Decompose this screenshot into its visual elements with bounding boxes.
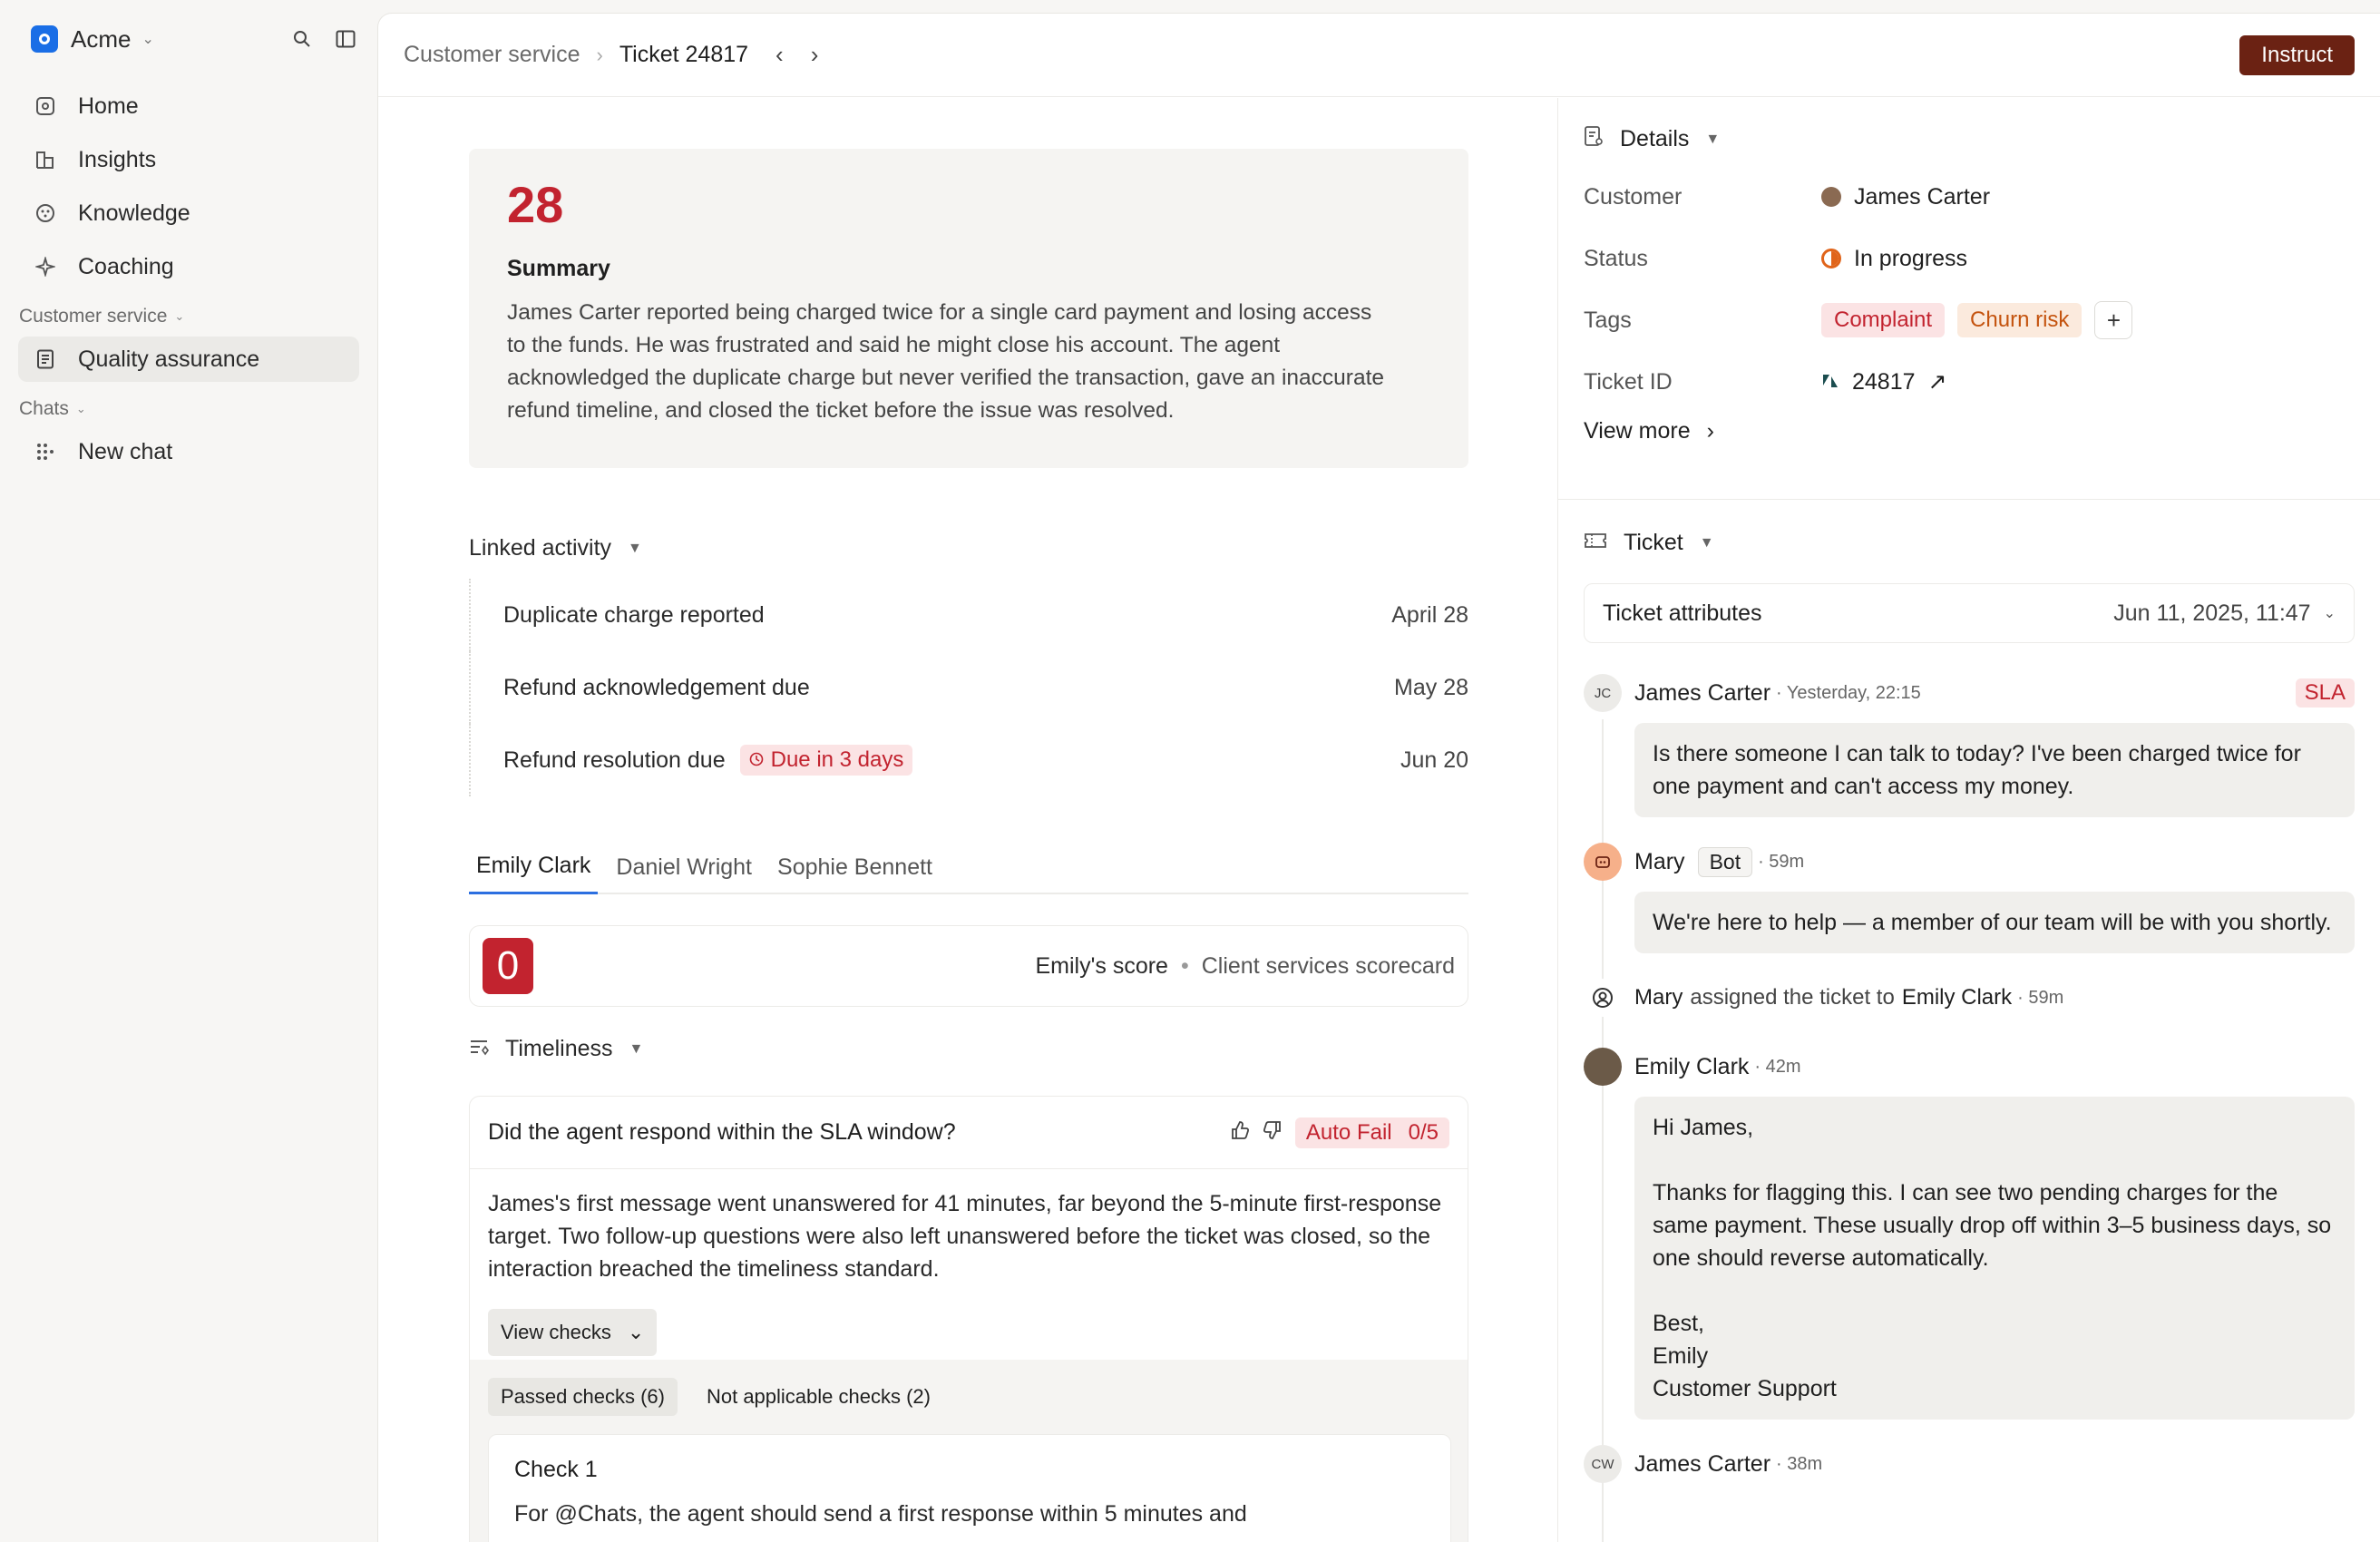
sidebar-item-label: Knowledge <box>78 200 190 226</box>
caret-down-icon: ▼ <box>628 540 642 556</box>
chevron-down-icon: ⌄ <box>174 309 185 323</box>
activity-label: Refund acknowledgement due <box>503 674 810 700</box>
document-icon <box>33 346 58 372</box>
ticket-attributes-label: Ticket attributes <box>1603 600 1762 626</box>
details-icon <box>1584 125 1604 153</box>
coaching-icon <box>33 254 58 279</box>
sidebar-item-label: Quality assurance <box>78 346 260 372</box>
caret-down-icon: ▼ <box>1705 131 1721 147</box>
sidebar-item-home[interactable] <box>18 83 359 129</box>
detail-row-ticket-id <box>1584 351 2355 413</box>
scorecard-name[interactable]: Client services scorecard <box>1201 952 1455 979</box>
activity-item[interactable] <box>469 724 1468 796</box>
linked-activity-title: Linked activity <box>469 535 612 561</box>
message-signoff: Best, <box>1653 1311 1704 1336</box>
caret-down-icon: ▼ <box>1699 534 1714 551</box>
instruct-button[interactable]: Instruct <box>2239 35 2355 75</box>
auto-fail-label: Auto Fail <box>1305 1119 1392 1145</box>
message-bubble: Is there someone I can talk to today? I've been charged twice for one payment and can't access my money. <box>1634 723 2355 817</box>
separator-dot-icon: • <box>1180 952 1189 979</box>
sidebar-item-coaching[interactable] <box>18 244 359 289</box>
breadcrumb-parent[interactable]: Customer service <box>404 42 580 67</box>
avatar <box>1584 1048 1622 1086</box>
detail-row-status <box>1584 228 2355 289</box>
activity-item[interactable] <box>469 651 1468 724</box>
message-author[interactable]: James Carter <box>1634 1450 1771 1477</box>
check-item <box>488 1434 1451 1542</box>
main-panel <box>377 13 2380 1542</box>
event-actor: Mary <box>1634 985 1683 1010</box>
criterion-body <box>470 1169 1468 1356</box>
sidebar-toggle-icon[interactable] <box>334 27 357 51</box>
thumbs-up-icon[interactable] <box>1230 1120 1250 1146</box>
section-chats[interactable] <box>18 398 359 420</box>
avatar: CW <box>1584 1445 1622 1483</box>
zendesk-icon <box>1821 369 1839 395</box>
sidebar-item-knowledge[interactable] <box>18 190 359 236</box>
detail-label: Ticket ID <box>1584 368 1673 395</box>
main-nav <box>18 83 359 474</box>
detail-label: Tags <box>1584 307 1632 333</box>
user-circle-icon <box>1584 979 1622 1017</box>
summary-score: 28 <box>507 176 564 233</box>
sidebar <box>0 0 377 1542</box>
check-text: For @Chats, the agent should send a first response within 5 minutes and <box>514 1501 1247 1527</box>
event-target: Emily Clark <box>1901 985 2013 1010</box>
bot-icon <box>1584 843 1622 881</box>
message-time: · 42m <box>1754 1056 1801 1077</box>
workspace-logo-icon <box>31 25 58 53</box>
message <box>1584 1048 2355 1420</box>
chevron-down-icon: ⌄ <box>627 1321 645 1343</box>
avatar: JC <box>1584 674 1622 712</box>
details-header[interactable] <box>1584 125 2355 153</box>
activity-date: Jun 20 <box>1400 747 1468 773</box>
score-meta <box>1036 953 1456 980</box>
assignment-event <box>1584 979 2355 1017</box>
sidebar-item-new-chat[interactable] <box>18 429 359 474</box>
message-time: · 59m <box>1758 851 1805 872</box>
customer-name[interactable]: James Carter <box>1854 183 1991 210</box>
tab-passed-checks[interactable]: Passed checks (6) <box>488 1378 678 1416</box>
message-signature-team: Customer Support <box>1653 1376 1837 1401</box>
sla-badge: SLA <box>2296 678 2355 708</box>
message-time: · Yesterday, 22:15 <box>1776 682 1921 703</box>
sidebar-item-label: Insights <box>78 146 157 172</box>
activity-date: April 28 <box>1391 601 1468 628</box>
workspace-switcher[interactable] <box>18 22 359 56</box>
section-customer-service[interactable] <box>18 306 359 327</box>
due-badge <box>740 745 913 776</box>
detail-row-customer <box>1584 166 2355 228</box>
details-section <box>1584 125 2355 444</box>
agent-tabs <box>469 840 1468 894</box>
criterion-points: 0/5 <box>1408 1119 1439 1145</box>
view-checks-label: View checks <box>501 1321 611 1343</box>
agent-score: 0 <box>483 938 533 994</box>
activity-label: Duplicate charge reported <box>503 601 765 628</box>
new-chat-icon <box>33 439 58 464</box>
ticket-icon <box>1584 530 1607 556</box>
detail-label: Status <box>1584 245 1648 271</box>
ticket-id-value[interactable]: 24817 <box>1852 368 1916 395</box>
check-tabs <box>488 1378 1451 1416</box>
message-author[interactable]: James Carter <box>1634 679 1771 706</box>
details-title: Details <box>1620 126 1690 151</box>
message <box>1584 843 2355 953</box>
event-time: · 59m <box>2017 987 2064 1008</box>
auto-fail-badge <box>1295 1117 1449 1148</box>
activity-date: May 28 <box>1394 674 1468 700</box>
workspace-name: Acme <box>71 24 132 53</box>
search-icon[interactable] <box>290 27 314 51</box>
message-greeting: Hi James, <box>1653 1115 1754 1140</box>
clock-icon <box>749 747 764 773</box>
ticket-title: Ticket <box>1624 530 1683 555</box>
ticket-attributes-dropdown[interactable] <box>1584 583 2355 643</box>
sidebar-item-insights[interactable] <box>18 137 359 182</box>
view-more-label: View more <box>1584 418 1691 444</box>
breadcrumb-separator-icon: › <box>596 43 603 66</box>
section-divider <box>1558 499 2380 500</box>
ticket-review-column <box>378 98 1557 1542</box>
criterion-question: Did the agent respond within the SLA window? <box>488 1119 956 1145</box>
linked-activity-header[interactable] <box>469 535 642 561</box>
summary-text: James Carter reported being charged twice for a single card payment and losing access to the funds. He was frustrated and said he might close his account. The agent acknowledged the duplicate charge but never verified the transaction, gave an inaccurate refund timeline, and closed the ticket before the issue was resolved. <box>507 300 1385 423</box>
criterion-card <box>469 1096 1468 1542</box>
ticket-section <box>1584 530 2355 643</box>
agent-score-card <box>469 925 1468 1007</box>
criterion-header <box>470 1097 1468 1169</box>
sidebar-item-label: Coaching <box>78 253 174 279</box>
sidebar-item-label: New chat <box>78 438 173 464</box>
sidebar-item-label: Home <box>78 93 139 119</box>
add-tag-button[interactable]: + <box>2094 301 2132 339</box>
caret-down-icon: ▼ <box>629 1040 644 1057</box>
tag-churn-risk[interactable]: Churn risk <box>1957 303 2082 337</box>
timeliness-header[interactable] <box>469 1036 643 1062</box>
tag-complaint[interactable]: Complaint <box>1821 303 1945 337</box>
criterion-explanation: James's first message went unanswered for 41 minutes, far beyond the 5-minute first-response target. Two follow-up questions were also left unanswered before the ticket was closed, so the interaction breached the timeliness standard. <box>488 1191 1442 1282</box>
tab-not-applicable-checks[interactable]: Not applicable checks (2) <box>706 1385 931 1408</box>
message-bubble: We're here to help — a member of our team will be with you shortly. <box>1634 892 2355 953</box>
status-value[interactable]: In progress <box>1854 245 1968 271</box>
external-link-icon[interactable]: ↗ <box>1927 369 1947 395</box>
breadcrumb-current: Ticket 24817 <box>619 42 749 67</box>
sidebar-item-quality-assurance[interactable] <box>18 337 359 382</box>
knowledge-icon <box>33 200 58 226</box>
message-bubble <box>1634 1097 2355 1420</box>
check-title: Check 1 <box>514 1457 598 1482</box>
tab-emily-clark[interactable]: Emily Clark <box>469 840 598 894</box>
summary-card <box>469 149 1468 468</box>
customer-avatar <box>1821 187 1841 207</box>
detail-label: Customer <box>1584 183 1683 210</box>
timeliness-title: Timeliness <box>505 1036 613 1061</box>
activity-label: Refund resolution due <box>503 747 726 773</box>
score-label: Emily's score <box>1035 952 1168 979</box>
activity-item[interactable] <box>469 579 1468 651</box>
message <box>1584 1445 2355 1483</box>
criteria-list-icon <box>469 1036 491 1062</box>
ticket-header[interactable] <box>1584 530 2355 556</box>
ticket-sidebar <box>1557 98 2380 1542</box>
section-label: Customer service <box>19 306 168 327</box>
topbar <box>378 14 2380 97</box>
chevron-right-icon: › <box>1706 418 1714 444</box>
linked-activity-list <box>469 579 1468 796</box>
tab-daniel-wright[interactable]: Daniel Wright <box>616 854 753 880</box>
next-ticket-icon[interactable]: › <box>810 41 819 68</box>
section-label: Chats <box>19 398 69 419</box>
message-time: · 38m <box>1776 1453 1823 1474</box>
message-author[interactable]: Emily Clark <box>1634 1053 1750 1079</box>
chevron-down-icon: ⌄ <box>141 32 154 47</box>
view-checks-button[interactable] <box>488 1309 657 1356</box>
in-progress-icon <box>1821 249 1841 268</box>
chevron-down-icon: ⌄ <box>2323 606 2336 621</box>
thumbs-down-icon[interactable] <box>1263 1120 1283 1146</box>
ticket-attributes-date: Jun 11, 2025, 11:47 <box>2113 600 2311 626</box>
summary-title: Summary <box>507 256 610 281</box>
previous-ticket-icon[interactable]: ‹ <box>775 41 784 68</box>
conversation-thread <box>1584 674 2355 1508</box>
checks-panel <box>470 1360 1468 1542</box>
message <box>1584 674 2355 817</box>
insights-icon <box>33 147 58 172</box>
event-action: assigned the ticket to <box>1690 985 1895 1010</box>
message-signature-name: Emily <box>1653 1343 1709 1369</box>
due-badge-text: Due in 3 days <box>770 747 904 772</box>
view-more-link[interactable] <box>1584 418 2355 444</box>
message-body: Thanks for flagging this. I can see two pending charges for the same payment. These usually drop off within 3–5 business days, so one should reverse automatically. <box>1653 1180 2332 1271</box>
tab-sophie-bennett[interactable]: Sophie Bennett <box>777 854 932 880</box>
bot-badge: Bot <box>1698 847 1753 877</box>
detail-row-tags <box>1584 289 2355 351</box>
chevron-down-icon: ⌄ <box>75 402 86 415</box>
message-author[interactable]: Mary <box>1634 848 1685 874</box>
home-icon <box>33 93 58 119</box>
